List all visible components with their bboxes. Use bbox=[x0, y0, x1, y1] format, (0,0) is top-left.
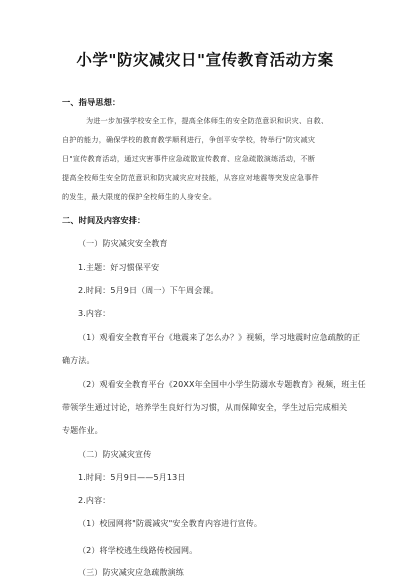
list-item-continuation: 专题作业。 bbox=[62, 426, 103, 435]
list-item: （1）观看安全教育平台《地震来了怎么办？》视频，学习地震时应急疏散的正 bbox=[78, 333, 361, 342]
paragraph-line: 为进一步加强学校安全工作，提高全体师生的安全防范意识和识灾、自救、 bbox=[86, 116, 329, 125]
document-title: 小学"防灾减灾日"宣传教育活动方案 bbox=[76, 51, 334, 69]
paragraph-line: 提高全校师生安全防范意识和防灾减灾应对技能，从容应对地震等突发应急事件 bbox=[62, 173, 320, 182]
list-item: （2）将学校逃生线路传校园网。 bbox=[78, 546, 198, 555]
list-item: 3.内容： bbox=[78, 309, 111, 318]
list-item-continuation: 带领学生通过讨论，培养学生良好行为习惯，从而保障安全，学生过后完成相关 bbox=[62, 403, 348, 412]
list-item: 2.内容： bbox=[78, 496, 111, 505]
list-item: 1.主题：好习惯保平安 bbox=[78, 263, 160, 272]
paragraph-line: 自护的能力，确保学校的教育教学顺利进行，争创平安学校，特举行"防灾减灾 bbox=[62, 135, 316, 144]
list-item: 2.时间：5月9日（周一）下午周会课。 bbox=[78, 286, 219, 295]
paragraph-line: 日"宣传教育活动，通过灾害事件应急疏散宣传教育、应急疏散演练活动，不断 bbox=[62, 154, 316, 163]
paragraph-line: 的发生，最大限度的保护全校师生的人身安全。 bbox=[62, 192, 217, 201]
list-item: （2）观看安全教育平台《20XX年全国中小学生防溺水专题教育》视频，班主任 bbox=[78, 380, 366, 389]
list-item: 1.时间：5月9日——5月13日 bbox=[78, 473, 186, 482]
list-item: （1）校园网将"防震减灾"安全教育内容进行宣传。 bbox=[78, 519, 263, 528]
list-item-continuation: 确方法。 bbox=[62, 356, 95, 365]
subsection-title: （二）防灾减灾宣传 bbox=[78, 450, 152, 459]
section-heading-time-content: 二、时间及内容安排： bbox=[62, 215, 146, 225]
subsection-title: （一）防灾减灾安全教育 bbox=[78, 239, 168, 248]
section-heading-guiding-ideology: 一、指导思想： bbox=[62, 97, 121, 107]
subsection-title: （三）防灾减灾应急疏散演练 bbox=[78, 568, 184, 577]
